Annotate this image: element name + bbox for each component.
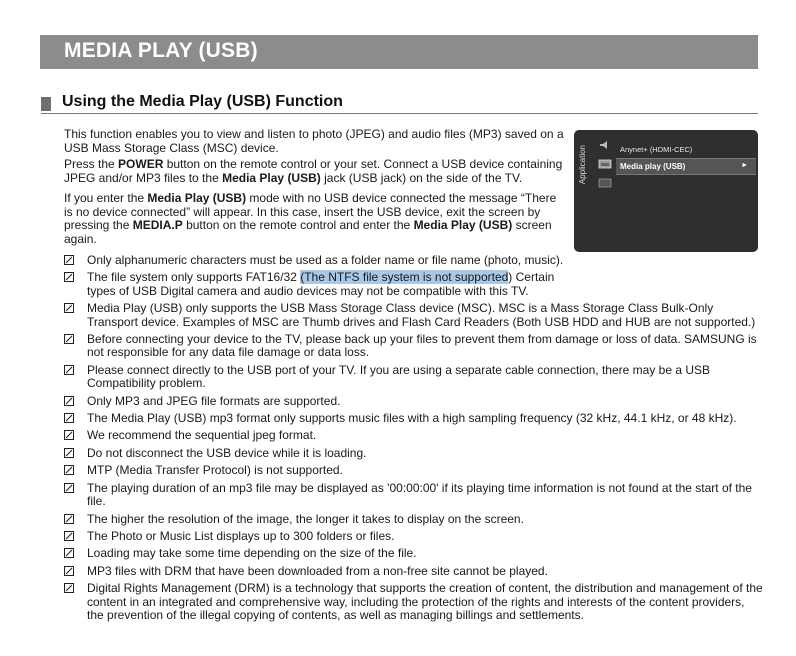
tv-menu-screenshot xyxy=(574,130,758,252)
picture-icon xyxy=(598,158,612,170)
intro-paragraph-1: This function enables you to view and listen to photo (JPEG) and audio files (MP3) saved on a USB Mass Storage Class (MSC) device. xyxy=(64,127,564,155)
media-p-term: MEDIA.P xyxy=(132,218,183,233)
intro-paragraph-2 xyxy=(64,158,564,185)
note-text: The higher the resolution of the image, the longer it takes to display on the screen. xyxy=(87,511,524,526)
note-item xyxy=(64,447,764,460)
note-item xyxy=(64,565,764,578)
note-text: Media Play (USB) only supports the USB Mass Storage Class device (MSC). MSC is a Mass Storage Class Bulk-Only Transport device. Examples of MSC are Thumb drives and Flash Card Readers (Both USB HDD and HUB are not supported.) xyxy=(87,301,756,329)
note-item xyxy=(64,364,764,391)
note-text: We recommend the sequential jpeg format. xyxy=(87,428,317,443)
note-icon xyxy=(64,272,74,282)
note-item xyxy=(64,582,764,622)
note-item xyxy=(64,547,764,560)
media-play-term: Media Play (USB) xyxy=(222,170,321,185)
note-text: MTP (Media Transfer Protocol) is not supported. xyxy=(87,463,343,478)
section-marker xyxy=(41,97,51,111)
note-item xyxy=(64,333,764,360)
osd-menu-item-label: Media play (USB) xyxy=(620,162,686,171)
note-item xyxy=(64,254,577,267)
note-icon xyxy=(64,365,74,375)
note-item xyxy=(64,429,764,442)
note-item xyxy=(64,530,764,543)
note-icon xyxy=(64,514,74,524)
note-text: The Media Play (USB) mp3 format only supports music files with a high sampling frequency (32 kHz, 44.1 kHz, or 48 kHz). xyxy=(87,411,737,426)
intro-p3-text: button on the remote control and enter the xyxy=(182,218,414,233)
note-item xyxy=(64,513,764,526)
intro-paragraph-3 xyxy=(64,192,564,246)
speaker-icon xyxy=(599,140,611,150)
note-text: Loading may take some time depending on the size of the file. xyxy=(87,546,417,561)
osd-side-label: Application xyxy=(578,145,587,185)
note-item xyxy=(64,482,764,509)
intro-p3-text: screen again. xyxy=(64,218,552,246)
osd-menu-item-media-play xyxy=(616,158,756,175)
note-icon xyxy=(64,413,74,423)
section-title: Using the Media Play (USB) Function xyxy=(62,93,343,110)
note-icon xyxy=(64,396,74,406)
note-icon xyxy=(64,483,74,493)
note-icon xyxy=(64,430,74,440)
section-divider xyxy=(41,113,758,114)
power-term: POWER xyxy=(118,157,164,171)
note-icon xyxy=(64,303,74,313)
note-text: Before connecting your device to the TV, please back up your files to prevent them from damage or loss of data. SAMSUNG is not responsible for any data file damage or data loss. xyxy=(87,332,757,360)
intro-p2-text: Press the xyxy=(64,157,119,171)
note-icon xyxy=(64,465,74,475)
note-text: Digital Rights Management (DRM) is a technology that supports the creation of content, the distribution and management of the content in an integrated and comprehensive way, including the protection of the rights and interests of the content providers, the prevention of the illegal copying of contents, as well as managing billings and settlements. xyxy=(87,581,763,622)
intro-p2-text: button on the remote control or your set. Connect a USB device containing JPEG and/or MP3 files to the xyxy=(64,157,563,185)
media-play-term: Media Play (USB) xyxy=(147,191,247,205)
note-text: Only MP3 and JPEG file formats are supported. xyxy=(87,393,341,408)
intro-p2-text: jack (USB jack) on the side of the TV. xyxy=(320,170,523,185)
note-item xyxy=(64,412,764,425)
note-icon xyxy=(64,448,74,458)
note-icon xyxy=(64,566,74,576)
page-title: MEDIA PLAY (USB) xyxy=(64,39,258,62)
note-text: MP3 files with DRM that have been downloaded from a non-free site cannot be played. xyxy=(87,563,548,578)
note-text: The file system only supports FAT16/32 xyxy=(87,270,301,285)
note-icon xyxy=(64,255,74,265)
osd-menu-item-anynet: Anynet+ (HDMI-CEC) xyxy=(620,145,693,154)
note-item xyxy=(64,271,577,298)
page-header-bar xyxy=(40,35,758,69)
note-text: Please connect directly to the USB port of your TV. If you are using a separate cable connection, there may be a USB Compatibility problem. xyxy=(87,362,711,391)
note-item xyxy=(64,395,764,408)
intro-p3-text: If you enter the xyxy=(64,191,148,205)
notes-list xyxy=(64,254,764,626)
highlighted-text: (The NTFS file system is not supported xyxy=(300,270,509,285)
arrow-right-icon: ► xyxy=(741,162,748,169)
note-text: ) Certain types of USB Digital camera and audio devices may not be compatible with this TV. xyxy=(87,270,555,298)
note-icon xyxy=(64,531,74,541)
media-play-term: Media Play (USB) xyxy=(413,218,513,233)
note-icon xyxy=(64,583,74,593)
intro-p3-text: mode with no USB device connected the message “There is no device connected” will appear. In this case, insert the USB device, exit the screen by pressing the xyxy=(64,191,557,233)
note-item xyxy=(64,464,764,477)
note-icon xyxy=(64,334,74,344)
note-text: Do not disconnect the USB device while it is loading. xyxy=(87,445,367,460)
note-item xyxy=(64,302,764,329)
input-icon xyxy=(598,178,612,188)
note-text: Only alphanumeric characters must be used as a folder name or file name (photo, music). xyxy=(87,253,564,267)
note-icon xyxy=(64,548,74,558)
note-text: The Photo or Music List displays up to 300 folders or files. xyxy=(87,528,395,543)
note-text: The playing duration of an mp3 file may be displayed as '00:00:00' if its playing time information is not found at the start of the file. xyxy=(87,480,752,509)
